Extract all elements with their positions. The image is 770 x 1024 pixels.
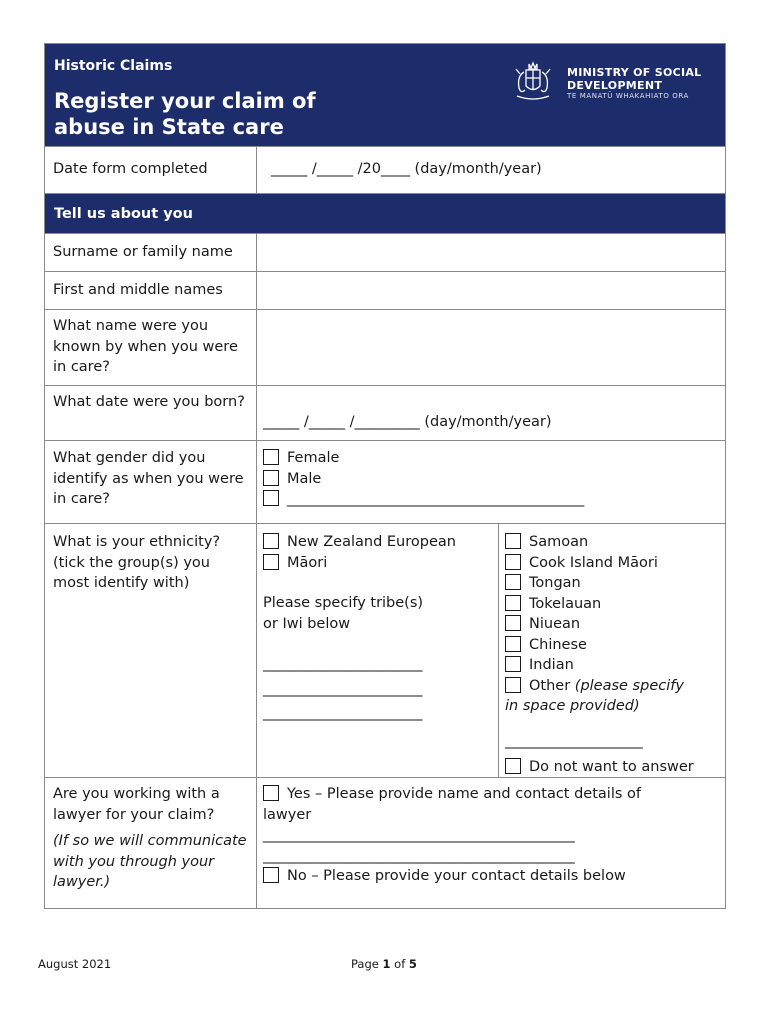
page-title: [54, 88, 316, 140]
gender-option-male: [263, 469, 719, 490]
date-completed-field[interactable]: _____ /_____ /20____ (day/month/year): [271, 161, 542, 177]
ethnicity-other-line[interactable]: ___________________: [505, 732, 643, 749]
section-heading-about-you: Tell us about you: [45, 193, 725, 233]
checkbox-female[interactable]: [263, 449, 279, 465]
ethnicity-left-column: [257, 524, 499, 777]
checkbox-ethnicity-other[interactable]: [505, 677, 521, 693]
gender-options: [257, 441, 725, 523]
coat-of-arms-icon: [511, 60, 555, 104]
tongan-label: Tongan: [529, 575, 581, 591]
lawyer-option-yes: [263, 784, 719, 805]
page-of: of: [390, 957, 409, 971]
ethnicity-option-maori: [263, 553, 492, 574]
lawyer-detail-line-1[interactable]: ___________________________________________: [263, 827, 575, 843]
checkbox-lawyer-no[interactable]: [263, 867, 279, 883]
ethnicity-option-chinese: [505, 635, 719, 656]
lawyer-option-no: [263, 866, 719, 887]
checkbox-tokelauan[interactable]: [505, 595, 521, 611]
cook-island-maori-label: Cook Island Māori: [529, 554, 658, 571]
tribe-line-3[interactable]: ______________________: [263, 705, 423, 721]
surname-row: [45, 233, 725, 271]
dob-row: [45, 385, 725, 440]
checkbox-no-answer[interactable]: [505, 758, 521, 774]
gender-option-other: [263, 489, 719, 510]
logo-text: [567, 66, 701, 92]
checkbox-male[interactable]: [263, 470, 279, 486]
checkbox-chinese[interactable]: [505, 636, 521, 652]
ethnicity-option-nz-european: [263, 532, 492, 553]
maori-label: Māori: [287, 554, 328, 571]
gender-other-line[interactable]: _________________________________________: [287, 491, 585, 507]
date-completed-row: [45, 146, 725, 193]
gender-label: What gender did you identify as when you were in care?: [45, 441, 257, 523]
checkbox-lawyer-yes[interactable]: [263, 785, 279, 801]
form-header: [45, 44, 725, 146]
checkbox-samoan[interactable]: [505, 533, 521, 549]
checkbox-gender-other[interactable]: [263, 490, 279, 506]
title-line-2: abuse in State care: [54, 115, 284, 139]
surname-label: Surname or family name: [45, 234, 257, 271]
checkbox-nz-european[interactable]: [263, 533, 279, 549]
page-current: 1: [382, 957, 391, 971]
tribe-prompt-1: Please specify tribe(s): [263, 595, 424, 611]
known-by-input[interactable]: [257, 310, 725, 385]
known-by-label: What name were you known by when you were in care?: [45, 310, 257, 385]
footer-page-number: [351, 957, 417, 971]
dob-field[interactable]: _____ /_____ /_________ (day/month/year): [263, 414, 552, 430]
footer-date: August 2021: [38, 957, 112, 971]
ethnicity-option-indian: [505, 655, 719, 676]
ethnicity-other-label: Other: [529, 677, 575, 694]
checkbox-tongan[interactable]: [505, 574, 521, 590]
lawyer-row: [45, 777, 725, 908]
tribe-prompt-2: or Iwi below: [263, 615, 351, 632]
lawyer-yes-label-2: lawyer: [263, 806, 312, 823]
niuean-label: Niuean: [529, 616, 581, 632]
checkbox-maori[interactable]: [263, 554, 279, 570]
gender-male-label: Male: [287, 470, 322, 487]
claim-form: [44, 43, 726, 909]
first-names-label: First and middle names: [45, 272, 257, 309]
checkbox-indian[interactable]: [505, 656, 521, 672]
indian-label: Indian: [529, 657, 574, 673]
ethnicity-option-tongan: [505, 573, 719, 594]
tribe-line-1[interactable]: ______________________: [263, 656, 423, 672]
gender-female-label: Female: [287, 450, 340, 466]
lawyer-label-cell: [45, 778, 257, 908]
lawyer-note: (If so we will communicate with you through your lawyer.): [53, 833, 247, 890]
lawyer-yes-label: Yes – Please provide name and contact details of: [287, 786, 641, 802]
dob-label: What date were you born?: [45, 386, 257, 440]
ethnicity-other-hint-1: (please specify: [574, 677, 684, 694]
ethnicity-option-no-answer: [505, 757, 719, 778]
ethnicity-row: [45, 523, 725, 777]
ethnicity-option-samoan: [505, 532, 719, 553]
no-answer-label: Do not want to answer: [529, 759, 694, 775]
checkbox-cook-island-maori[interactable]: [505, 554, 521, 570]
ethnicity-label: What is your ethnicity? (tick the group(s) you most identify with): [45, 524, 257, 777]
ethnicity-right-column: [499, 524, 725, 777]
page-total: 5: [408, 957, 417, 971]
gender-option-female: [263, 448, 719, 469]
ethnicity-option-other: [505, 676, 719, 697]
tokelauan-label: Tokelauan: [529, 595, 602, 612]
first-names-row: [45, 271, 725, 309]
gender-row: [45, 440, 725, 523]
ethnicity-option-tokelauan: [505, 594, 719, 615]
ethnicity-option-niuean: [505, 614, 719, 635]
header-kicker: Historic Claims: [54, 58, 173, 74]
title-line-1: Register your claim of: [54, 89, 316, 113]
logo-subtitle: TE MANATŪ WHAKAHIATO ORA: [567, 92, 689, 100]
ethnicity-options: [257, 524, 725, 777]
lawyer-options: [257, 778, 725, 908]
ministry-logo: [511, 60, 711, 108]
samoan-label: Samoan: [529, 534, 589, 550]
nz-european-label: New Zealand European: [287, 534, 456, 550]
logo-line-1: MINISTRY OF SOCIAL: [567, 66, 702, 79]
page-prefix: Page: [351, 957, 383, 971]
first-names-input[interactable]: [257, 272, 725, 309]
checkbox-niuean[interactable]: [505, 615, 521, 631]
lawyer-no-label: No – Please provide your contact details below: [287, 868, 626, 884]
ethnicity-option-cook-island-maori: [505, 553, 719, 574]
chinese-label: Chinese: [529, 636, 587, 653]
lawyer-detail-line-2[interactable]: ___________________________________________: [263, 847, 575, 864]
surname-input[interactable]: [257, 234, 725, 271]
ethnicity-other-hint-2: in space provided): [505, 698, 640, 714]
date-completed-label: Date form completed: [45, 147, 257, 193]
lawyer-label: Are you working with a lawyer for your claim?: [53, 786, 220, 823]
tribe-line-2[interactable]: ______________________: [263, 680, 423, 697]
logo-line-2: DEVELOPMENT: [567, 79, 663, 92]
known-by-row: [45, 309, 725, 385]
